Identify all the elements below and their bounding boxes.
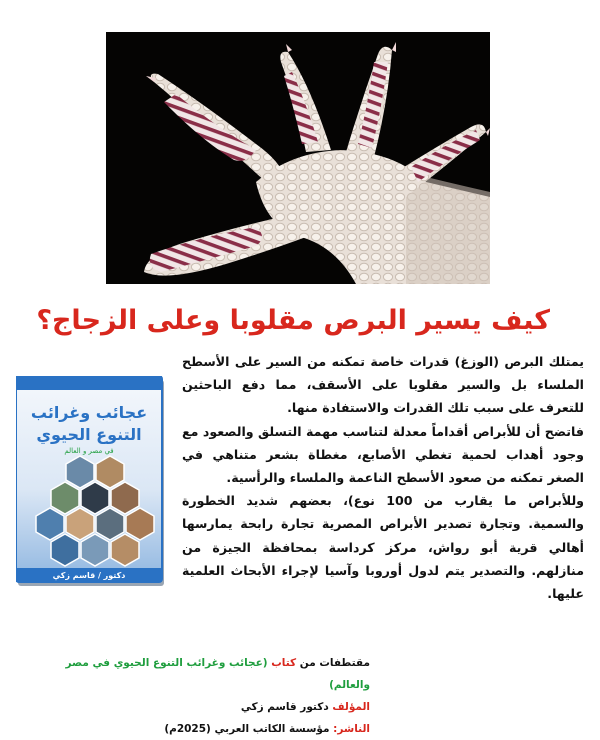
paragraph: يمتلك البرص (الوزغ) قدرات خاصة تمكنه من السير على الأسطح الملساء بل والسير مقلوبا على الأسقف، مما دفع الباحثين للتعرف على سبب تلك القدرات والاستفادة منها. bbox=[182, 354, 584, 416]
paragraph: وللأبراص ما يقارب من 100 نوع)، بعضهم شديد الخطورة والسمية. وتجارة تصدير الأبراص المصرية تجارة رابحة يمارسها أهالي قرية أبو رواش، مركز كرداسة بمحافظة الجيزة من منازلهم. والتصدير يتم لدول أوروبا وآسيا لإجراء الأبحاث العلمية عليها. bbox=[182, 493, 585, 602]
author-value: دكتور قاسم زكي bbox=[240, 701, 329, 713]
article-body bbox=[182, 350, 584, 650]
credits bbox=[30, 652, 370, 740]
book-author: دكتور / قاسم زكي bbox=[52, 571, 126, 580]
publisher-label: الناشر bbox=[337, 723, 370, 735]
book-title-line1: عجائب وغرائب bbox=[30, 403, 148, 422]
excerpt-prefix: مقتطفات من bbox=[299, 657, 370, 669]
paragraph: فاتضح أن للأبراص أقداماً معدلة لتناسب مهمة التسلق والصعود مع وجود أهداب لحمية تغطي الأصابع، مغطاة بشعر متناهي في الصغر تمكنه من صعود الأسطح الناعمة والملساء والرأسية. bbox=[182, 423, 584, 486]
excerpt-book-title: (عجائب وغرائب التنوع الحيوي في مصر والعالم) bbox=[65, 657, 370, 691]
publisher-line: الناشر: مؤسسة الكاتب العربي (2025م) bbox=[164, 723, 370, 735]
book-title-line2: التنوع الحيوي bbox=[36, 425, 142, 444]
excerpt-line bbox=[30, 652, 370, 696]
book-subtitle: في مصر و العالم bbox=[64, 447, 114, 455]
book-cover bbox=[16, 376, 168, 588]
publisher-value: مؤسسة الكاتب العربي (2025م) bbox=[164, 723, 330, 735]
author-line bbox=[30, 696, 370, 718]
excerpt-word: كتاب bbox=[271, 657, 297, 669]
gecko-foot-photo bbox=[106, 32, 490, 284]
author-label: المؤلف bbox=[332, 701, 370, 713]
article-title: كيف يسير البرص مقلوبا وعلى الزجاج؟ bbox=[36, 305, 550, 336]
